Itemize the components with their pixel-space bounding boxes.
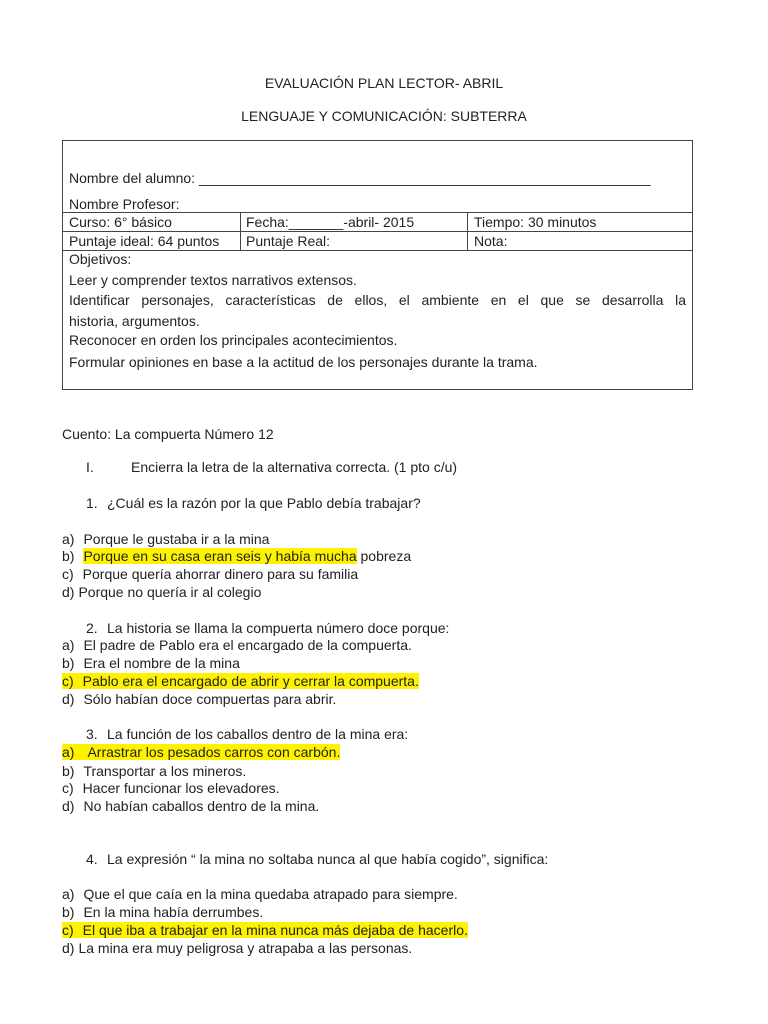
- option-text: Sólo habían doce compuertas para abrir.: [83, 691, 337, 707]
- objective-item: Reconocer en orden los principales acontecimientos.: [69, 332, 398, 348]
- option-highlight: [62, 922, 468, 938]
- option-letter: d): [62, 798, 75, 814]
- option-letter: b): [62, 548, 75, 564]
- answer-option: [62, 583, 261, 601]
- option-text: Porque le gustaba ir a la mina: [83, 531, 270, 547]
- option-text: Que el que caía en la mina quedaba atrapado para siempre.: [83, 886, 458, 902]
- option-text: El que iba a trabajar en la mina nunca más dejaba de hacerlo.: [82, 922, 468, 938]
- option-text: Porque quería ahorrar dinero para su familia: [82, 566, 359, 582]
- option-text: El padre de Pablo era el encargado de la compuerta.: [83, 637, 412, 653]
- objective-item: Identificar personajes, características de ellos, el ambiente en el que se desarrolla la: [69, 292, 686, 308]
- objective-item: Leer y comprender textos narrativos extensos.: [69, 272, 357, 288]
- question-number: 2.: [86, 620, 98, 636]
- question-text: La función de los caballos dentro de la mina era:: [107, 726, 409, 742]
- real-score-cell: Puntaje Real:: [246, 233, 331, 249]
- option-letter: a): [62, 886, 75, 902]
- option-text-highlighted: Porque en su casa eran seis y había mucha: [83, 548, 357, 564]
- answer-option-correct: [62, 743, 340, 761]
- option-letter: b): [62, 763, 75, 779]
- answer-option: [62, 797, 319, 815]
- option-text: No habían caballos dentro de la mina.: [83, 798, 320, 814]
- answer-option: [62, 762, 246, 780]
- option-letter: c): [62, 922, 74, 938]
- question-number: 4.: [86, 851, 98, 867]
- ideal-score-cell: Puntaje ideal: 64 puntos: [69, 233, 220, 249]
- answer-option: [62, 636, 412, 654]
- student-info-table: [62, 140, 693, 390]
- option-text: En la mina había derrumbes.: [83, 904, 264, 920]
- answer-option: [62, 654, 240, 672]
- grade-cell: Nota:: [474, 233, 508, 249]
- option-text: Transportar a los mineros.: [83, 763, 247, 779]
- option-letter: c): [62, 780, 74, 796]
- option-letter: a): [62, 531, 75, 547]
- option-text: Pablo era el encargado de abrir y cerrar la compuerta.: [82, 673, 419, 689]
- option-text: Hacer funcionar los elevadores.: [82, 780, 280, 796]
- teacher-name-field: Nombre Profesor:: [69, 196, 180, 212]
- answer-option: [62, 779, 280, 797]
- option-text: Porque no quería ir al colegio: [78, 584, 262, 600]
- objective-item: historia, argumentos.: [69, 313, 200, 329]
- answer-option: [62, 690, 336, 708]
- answer-option-correct: [62, 672, 419, 690]
- document-title: EVALUACIÓN PLAN LECTOR- ABRIL: [264, 75, 504, 91]
- question-text: ¿Cuál es la razón por la que Pablo debía trabajar?: [107, 495, 421, 511]
- question-text: La expresión “ la mina no soltaba nunca al que había cogido”, significa:: [107, 851, 549, 867]
- option-highlight: [62, 673, 419, 689]
- option-letter: c): [62, 566, 74, 582]
- option-letter: c): [62, 673, 74, 689]
- story-title: Cuento: La compuerta Número 12: [62, 426, 274, 442]
- option-letter: a): [62, 744, 75, 760]
- option-text: Era el nombre de la mina: [83, 655, 240, 671]
- option-letter: d): [62, 940, 75, 956]
- answer-option-correct: [62, 921, 468, 939]
- student-name-field: Nombre del alumno: __________________________________________________________: [69, 170, 651, 186]
- date-cell: Fecha:_______-abril- 2015: [246, 214, 415, 230]
- option-letter: b): [62, 904, 75, 920]
- option-text: La mina era muy peligrosa y atrapaba a las personas.: [78, 940, 413, 956]
- answer-option: [62, 885, 458, 903]
- option-letter: b): [62, 655, 75, 671]
- answer-option: [62, 530, 269, 548]
- table-divider: [63, 250, 692, 251]
- answer-option: [62, 903, 263, 921]
- option-letter: a): [62, 637, 75, 653]
- option-letter: d): [62, 691, 75, 707]
- answer-option: [62, 939, 412, 957]
- question-text: La historia se llama la compuerta número doce porque:: [107, 620, 450, 636]
- option-highlight: [62, 744, 340, 760]
- column-divider: [467, 212, 468, 250]
- document-subtitle: LENGUAJE Y COMUNICACIÓN: SUBTERRA: [241, 108, 527, 124]
- time-cell: Tiempo: 30 minutos: [474, 214, 597, 230]
- objective-item: Formular opiniones en base a la actitud de los personajes durante la trama.: [69, 354, 538, 370]
- answer-option: [62, 565, 358, 583]
- option-letter: d): [62, 584, 75, 600]
- column-divider: [240, 212, 241, 250]
- option-text: Arrastrar los pesados carros con carbón.: [87, 744, 341, 760]
- course-cell: Curso: 6° básico: [69, 214, 172, 230]
- option-text: pobreza: [356, 548, 412, 564]
- objectives-label: Objetivos:: [69, 251, 132, 267]
- section-instruction: Encierra la letra de la alternativa correcta. (1 pto c/u): [131, 459, 458, 475]
- answer-option-correct: [62, 547, 411, 565]
- section-number: I.: [86, 459, 94, 475]
- question-number: 3.: [86, 726, 98, 742]
- question-number: 1.: [86, 495, 98, 511]
